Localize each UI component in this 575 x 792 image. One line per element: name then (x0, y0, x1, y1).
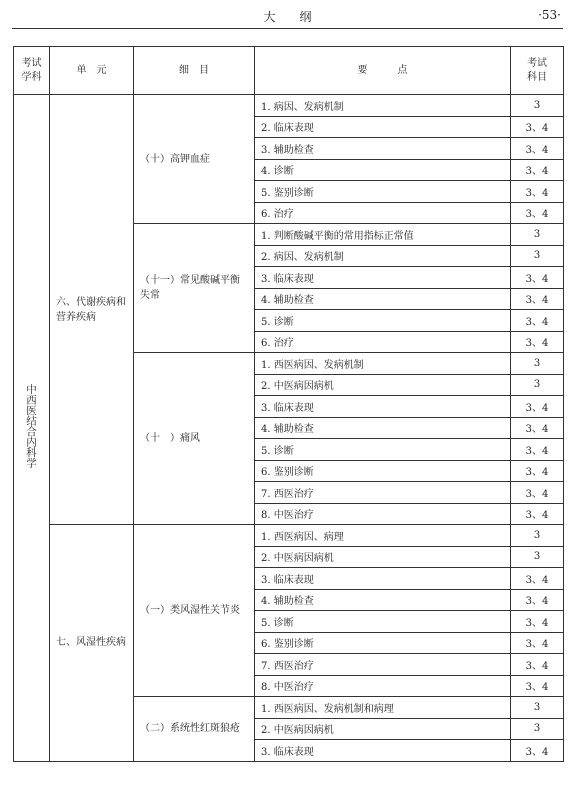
grade-cell: 3、4 (511, 267, 564, 289)
point-cell: 2. 中医病因病机 (255, 546, 511, 568)
grade-cell: 3 (511, 546, 564, 568)
grade-cell: 3、4 (511, 138, 564, 160)
point-cell: 4. 诊断 (255, 159, 511, 181)
table-row (14, 525, 564, 547)
grade-cell: 3 (511, 374, 564, 396)
grade-cell: 3 (511, 525, 564, 547)
point-cell: 6. 治疗 (255, 202, 511, 224)
grade-cell: 3、4 (511, 331, 564, 353)
point-cell: 1. 病因、发病机制 (255, 95, 511, 117)
point-cell: 4. 辅助检查 (255, 417, 511, 439)
grade-cell: 3、4 (511, 310, 564, 332)
grade-cell: 3、4 (511, 396, 564, 418)
grade-cell: 3、4 (511, 116, 564, 138)
grade-cell: 3、4 (511, 632, 564, 654)
point-cell: 1. 西医病因、病理 (255, 525, 511, 547)
point-cell: 7. 西医治疗 (255, 654, 511, 676)
unit-cell: 六、代谢疾病和营养疾病 (50, 95, 134, 525)
point-cell: 5. 诊断 (255, 310, 511, 332)
grade-cell: 3、4 (511, 675, 564, 697)
point-cell: 5. 鉴别诊断 (255, 181, 511, 203)
grade-cell: 3、4 (511, 482, 564, 504)
item-cell: （十一）常见酸碱平衡失常 (134, 224, 255, 353)
item-cell: （一）类风湿性关节炎 (134, 525, 255, 697)
header-rule (12, 28, 563, 29)
table-row (14, 95, 564, 117)
point-cell: 4. 辅助检查 (255, 288, 511, 310)
grade-cell: 3、4 (511, 740, 564, 762)
point-cell: 6. 治疗 (255, 331, 511, 353)
point-cell: 6. 鉴别诊断 (255, 632, 511, 654)
grade-cell: 3 (511, 697, 564, 719)
col-header-point: 要 点 (255, 47, 511, 95)
point-cell: 3. 临床表现 (255, 396, 511, 418)
table-body (14, 95, 564, 762)
grade-cell: 3 (511, 224, 564, 246)
point-cell: 5. 诊断 (255, 439, 511, 461)
grade-cell: 3、4 (511, 159, 564, 181)
grade-cell: 3 (511, 718, 564, 740)
point-cell: 3. 临床表现 (255, 267, 511, 289)
grade-cell: 3、4 (511, 288, 564, 310)
point-cell: 6. 鉴别诊断 (255, 460, 511, 482)
point-cell: 2. 病因、发病机制 (255, 245, 511, 267)
grade-cell: 3、4 (511, 589, 564, 611)
point-cell: 2. 临床表现 (255, 116, 511, 138)
point-cell: 1. 判断酸碱平衡的常用指标正常值 (255, 224, 511, 246)
item-cell: （十）高钾血症 (134, 95, 255, 224)
point-cell: 8. 中医治疗 (255, 675, 511, 697)
col-header-grade: 考试 科目 (511, 47, 564, 95)
table-header-row (14, 47, 564, 95)
grade-cell: 3、4 (511, 439, 564, 461)
item-cell: （二）系统性红斑狼疮 (134, 697, 255, 762)
grade-cell: 3 (511, 245, 564, 267)
grade-cell: 3、4 (511, 202, 564, 224)
col-header-subject: 考试 学科 (14, 47, 50, 95)
point-cell: 7. 西医治疗 (255, 482, 511, 504)
point-cell: 5. 诊断 (255, 611, 511, 633)
point-cell: 1. 西医病因、发病机制 (255, 353, 511, 375)
syllabus-table (13, 46, 564, 762)
grade-cell: 3、4 (511, 417, 564, 439)
point-cell: 3. 临床表现 (255, 568, 511, 590)
point-cell: 8. 中医治疗 (255, 503, 511, 525)
point-cell: 3. 辅助检查 (255, 138, 511, 160)
grade-cell: 3、4 (511, 181, 564, 203)
subject-cell (14, 95, 50, 762)
grade-cell: 3、4 (511, 654, 564, 676)
grade-cell: 3、4 (511, 611, 564, 633)
point-cell: 4. 辅助检查 (255, 589, 511, 611)
point-cell: 1. 西医病因、发病机制和病理 (255, 697, 511, 719)
col-header-unit: 单 元 (50, 47, 134, 95)
subject-label: 中西医结合内科学 (25, 384, 37, 469)
page-header-title: 大 纲 (263, 10, 312, 24)
grade-cell: 3 (511, 353, 564, 375)
grade-cell: 3、4 (511, 460, 564, 482)
point-cell: 2. 中医病因病机 (255, 718, 511, 740)
col-header-item: 细 目 (134, 47, 255, 95)
unit-cell: 七、风湿性疾病 (50, 525, 134, 762)
grade-cell: 3、4 (511, 568, 564, 590)
point-cell: 3. 临床表现 (255, 740, 511, 762)
page-number: ·53· (538, 8, 561, 22)
grade-cell: 3 (511, 95, 564, 117)
grade-cell: 3、4 (511, 503, 564, 525)
point-cell: 2. 中医病因病机 (255, 374, 511, 396)
item-cell: （十 ）痛风 (134, 353, 255, 525)
